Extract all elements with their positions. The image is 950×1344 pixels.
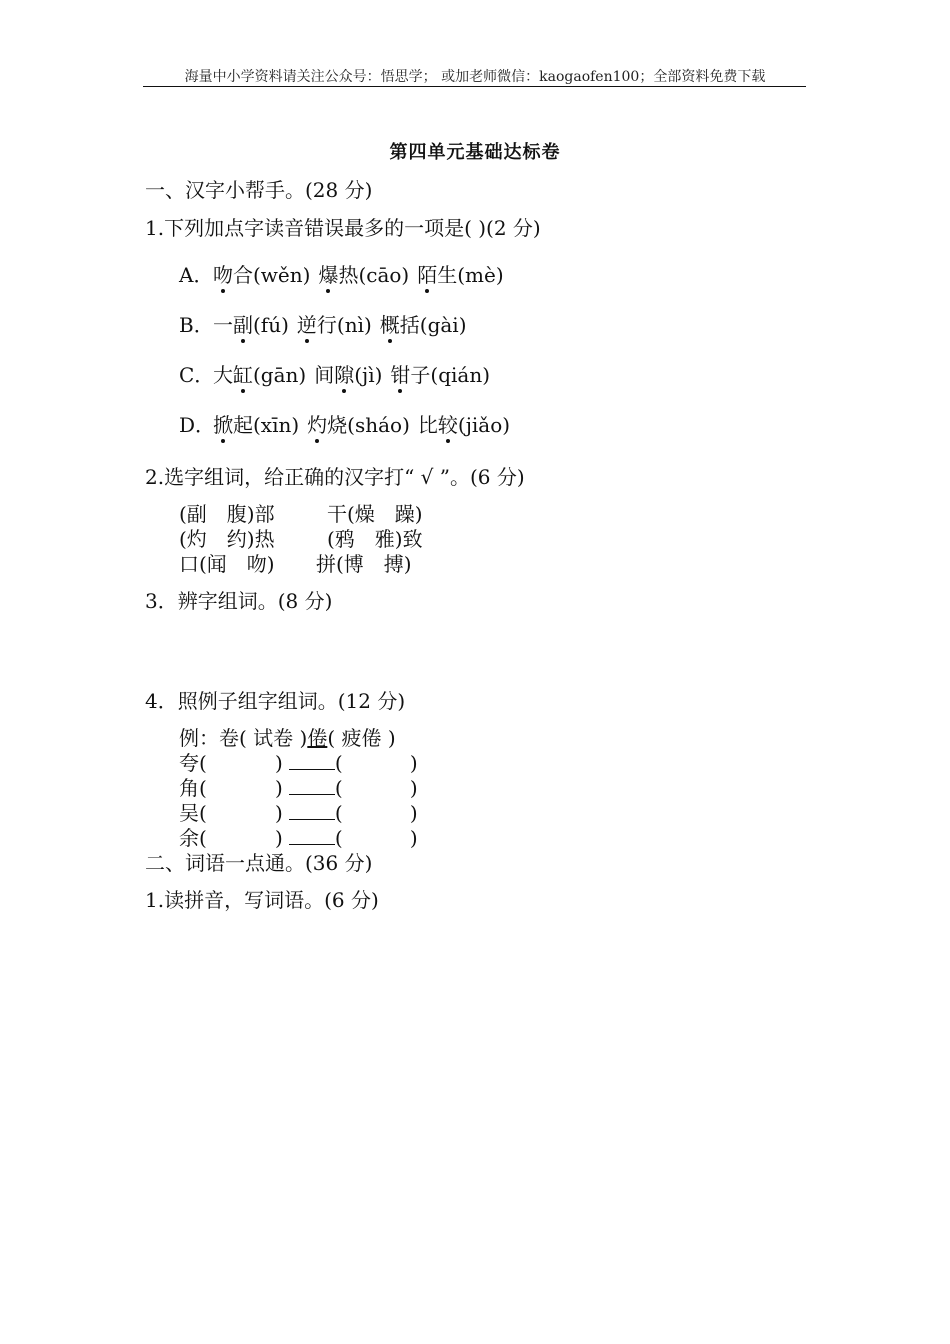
q4-blank[interactable] [289,828,335,845]
word-suffix: 起(xīn) [233,413,300,437]
q1-option-word [314,363,382,387]
dotted-character: 概 [379,313,400,337]
q4-row-open: ( [334,801,343,825]
section-2-question-1-stem: 1.读拼音，写词语。(6 分) [145,888,379,912]
q1-option-row [179,259,504,288]
dotted-character: 钳 [390,363,411,387]
question-4-stem: 4．照例子组字组词。(12 分) [145,689,406,713]
q2-row-2-right: (鸦 雅)致 [327,527,423,551]
q1-option-word [213,263,310,287]
q1-option-word [213,413,299,437]
dotted-character: 副 [233,313,253,337]
dotted-character: 逆 [296,313,317,337]
q4-row-char: 吴( [179,801,207,825]
word-suffix: 子(qián) [410,363,491,387]
q4-row-mid: ) [275,776,283,800]
word-suffix: 烧(sháo) [327,413,410,437]
q4-blank[interactable] [289,778,335,795]
word-prefix: 比 [417,413,438,437]
q1-option-word [213,313,289,337]
word-suffix: 热(cāo) [338,263,410,287]
q4-example-suffix: ( 疲倦 ) [327,726,396,750]
q1-option-row [179,359,490,388]
word-suffix: (gān) [253,363,307,387]
q1-option-row [179,409,510,438]
q4-row-close: ) [409,776,418,800]
question-3-stem: 3．辨字组词。(8 分) [145,589,333,613]
q1-option-word [297,313,372,337]
word-suffix: 括(gài) [399,313,467,337]
q1-option-word [307,413,410,437]
q1-option-letter: C． [179,363,215,387]
word-prefix: 大 [213,363,233,387]
q4-blank[interactable] [289,803,335,820]
question-1-stem: 1.下列加点字读音错误最多的一项是( )(2 分) [145,216,541,240]
q1-option-letter: D． [179,413,216,437]
q2-row-1-left: (副 腹)部 [179,502,275,526]
word-suffix: 行(nì) [316,313,372,337]
word-suffix: (jì) [354,363,383,387]
page-title: 第四单元基础达标卷 [389,142,561,163]
q1-option-word [213,363,306,387]
word-suffix: (fú) [253,313,289,337]
q1-option-word [418,413,510,437]
q4-row-char: 角( [179,776,207,800]
q4-row-open: ( [334,751,343,775]
q2-row-3-left: 口(闻 吻) [179,552,275,576]
section-1-title: 一、汉字小帮手。(28 分) [145,178,373,202]
word-prefix: 间 [314,363,335,387]
q4-example-char: 倦 [307,726,328,750]
q4-row-char: 余( [179,826,207,850]
dotted-character: 爆 [318,263,339,287]
dotted-character: 灼 [307,413,328,437]
q4-row-close: ) [409,801,418,825]
q4-row-open: ( [334,776,343,800]
dotted-character: 掀 [213,413,233,437]
dotted-character: 较 [437,413,458,437]
q1-option-word [390,363,490,387]
q2-row-3 [179,548,412,577]
word-suffix: 合(wěn) [233,263,311,287]
q4-blank[interactable] [289,753,335,770]
dotted-character: 吻 [213,263,233,287]
q1-option-word [318,263,409,287]
q4-example-prefix: 例：卷( 试卷 ) [179,726,308,750]
dotted-character: 缸 [233,363,253,387]
q4-row-close: ) [409,826,418,850]
q4-row-char: 夸( [179,751,207,775]
q1-option-letter: B． [179,313,214,337]
q4-row-close: ) [409,751,418,775]
q4-row-mid: ) [275,751,283,775]
q4-row-open: ( [334,826,343,850]
q1-option-row [179,309,467,338]
word-prefix: 一 [213,313,233,337]
q1-option-word [417,263,503,287]
q4-row-mid: ) [275,801,283,825]
q2-row-2-left: (灼 约)热 [179,527,275,551]
dotted-character: 陌 [417,263,438,287]
q1-option-word [380,313,467,337]
word-suffix: 生(mè) [437,263,504,287]
page-header: 海量中小学资料请关注公众号：悟思学； 或加老师微信：kaogaofen100；全部资料免费下载 [184,69,766,85]
q1-option-letter: A． [179,263,214,287]
question-2-stem: 2.选字组词，给正确的汉字打“ √ ”。(6 分) [145,465,525,489]
section-2-title: 二、词语一点通。(36 分) [145,851,373,875]
q2-row-3-right: 拼(博 搏) [316,552,412,576]
q4-row-mid: ) [275,826,283,850]
word-suffix: (jiǎo) [457,413,511,437]
header-rule [143,86,806,87]
dotted-character: 隙 [334,363,355,387]
q2-row-1-right: 干(燥 躁) [327,502,423,526]
